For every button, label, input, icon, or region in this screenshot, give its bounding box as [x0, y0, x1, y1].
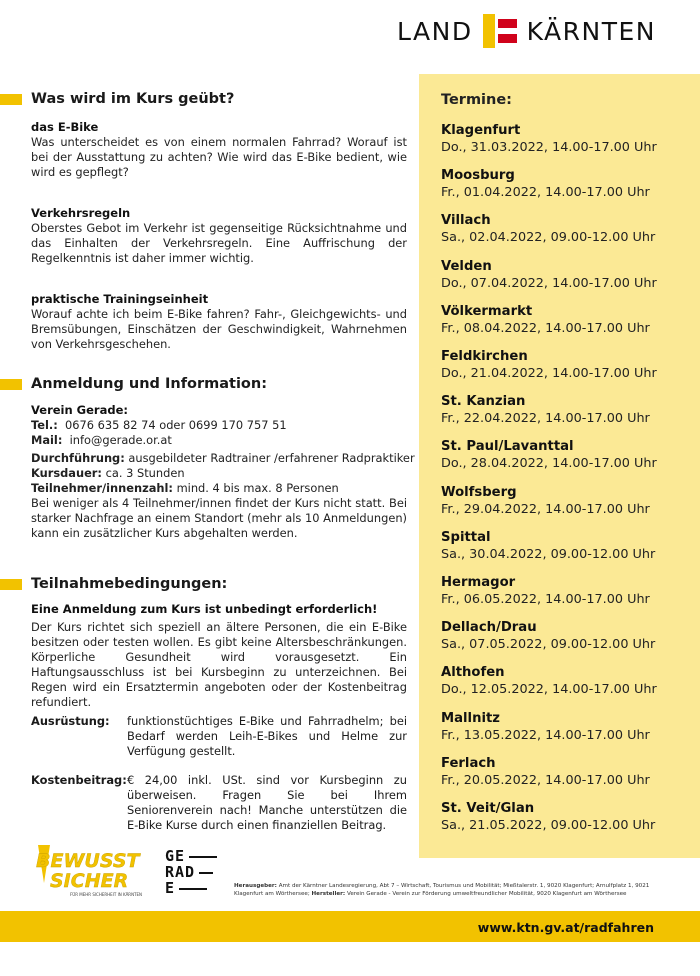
equipment-label: Ausrüstung: [31, 714, 110, 728]
conditions-text: Der Kurs richtet sich speziell an ältere Personen, die ein E-Bike besitzen oder testen wollen. Es gibt keine Altersbeschränkungen. Körperliche Gesundheit wird vorausgesetzt. Ein Haftungsausschluss ist bei Kursbeginn zu unterzeichnen. Bei Regen wird ein Ersatztermin angeboten oder der Kostenbeitrag refundiert. [31, 620, 407, 709]
section-title-conditions: Teilnahmebedingungen: [0, 576, 227, 592]
equipment-value: funktionstüchtiges E-Bike und Fahrradhelm; bei Bedarf werden Leih-E-Bikes und Helme zur Verfügung gestellt. [127, 714, 407, 758]
schedule-date: Sa., 21.05.2022, 09.00-12.00 Uhr [441, 818, 656, 833]
coat-of-arms-icon [483, 14, 517, 48]
schedule-item [441, 574, 691, 608]
website-link[interactable]: www.ktn.gv.at/radfahren [477, 920, 654, 935]
phone-numbers[interactable]: 0676 635 82 74 oder 0699 170 757 51 [65, 418, 287, 432]
schedule-city: St. Paul/Lavanttal [441, 439, 574, 455]
equipment-row [31, 714, 407, 759]
schedule-city: Völkermarkt [441, 303, 533, 319]
schedule-item [441, 258, 691, 292]
schedule-city: Wolfsberg [441, 484, 517, 500]
schedule-date: Fr., 29.04.2022, 14.00-17.00 Uhr [441, 501, 650, 517]
schedule-date: Sa., 30.04.2022, 09.00-12.00 Uhr [441, 546, 656, 562]
schedule-date: Fr., 22.04.2022, 14.00-17.00 Uhr [441, 411, 650, 427]
bewusst-tagline: FÜR MEHR SICHERHEIT IN KÄRNTEN [70, 892, 142, 897]
schedule-item [441, 212, 691, 246]
sicher-text: SICHER [50, 870, 129, 892]
ebike-heading: das E-Bike [31, 120, 99, 134]
conditions-subheading: Eine Anmeldung zum Kurs ist unbedingt erforderlich! [31, 602, 378, 616]
imprint: Herausgeber: Amt der Kärntner Landesregierung, Abt 7 – Wirtschaft, Tourismus und Mobilität; Mießtalerstr. 1, 9020 Klagenfurt; Arnulfplatz 1, 9021 Klagenfurt am Wörthersee; Hersteller: Verein Gerade - Verein zur Förderung umweltfreundlicher Mobilität, 9020 Klagenfurt am Wörthersee [234, 883, 650, 897]
mail-line: Mail: info@gerade.or.at [31, 433, 172, 447]
cost-label: Kostenbeitrag: [31, 773, 127, 787]
schedule-panel [419, 74, 700, 858]
registration-note: Bei weniger als 4 Teilnehmer/innen findet der Kurs nicht statt. Bei starker Nachfrage an einem Standort (mehr als 10 Anmeldungen) kann ein zusätzlicher Kurs abgehalten werden. [31, 496, 407, 540]
schedule-city: Feldkirchen [441, 349, 528, 364]
ebike-block [31, 120, 407, 180]
bewusst-sicher-logo [30, 843, 142, 901]
gerade-logo: GE RAD E [165, 848, 217, 896]
schedule-date: Fr., 06.05.2022, 14.00-17.00 Uhr [441, 592, 650, 607]
schedule-city: Klagenfurt [441, 123, 521, 138]
schedule-item [441, 529, 691, 563]
schedule-date: Do., 28.04.2022, 14.00-17.00 Uhr [441, 456, 657, 472]
schedule-date: Do., 12.05.2022, 14.00-17.00 Uhr [441, 682, 657, 698]
yellow-bar-icon [0, 379, 22, 390]
schedule-city: St. Veit/Glan [441, 801, 535, 816]
cost-value: € 24,00 inkl. USt. sind vor Kursbeginn zu überweisen. Fragen Sie bei Ihrem Seniorenverein nach! Manche unterstützen die E-Bike Kurse durch einen finanziellen Beitrag. [127, 773, 407, 832]
schedule-date: Do., 31.03.2022, 14.00-17.00 Uhr [441, 140, 657, 155]
phone-line: Tel.: 0676 635 82 74 oder 0699 170 757 51 [31, 418, 287, 432]
schedule-city: Ferlach [441, 755, 496, 771]
training-heading: praktische Trainingseinheit [31, 292, 209, 306]
schedule-city: Spittal [441, 529, 491, 545]
schedule-date: Fr., 20.05.2022, 14.00-17.00 Uhr [441, 772, 650, 788]
schedule-date: Do., 07.04.2022, 14.00-17.00 Uhr [441, 275, 657, 291]
schedule-item [441, 664, 691, 698]
training-text: Worauf achte ich beim E-Bike fahren? Fahr-, Gleichgewichts- und Bremsübungen, Einschätzen der Geschwindigkeit, Wahrnehmen von Verkehrsgeschehen. [31, 307, 407, 351]
schedule-date: Fr., 08.04.2022, 14.00-17.00 Uhr [441, 320, 650, 336]
schedule-date: Fr., 13.05.2022, 14.00-17.00 Uhr [441, 727, 650, 743]
rules-text: Oberstes Gebot im Verkehr ist gegenseitige Rücksichtnahme und das Einhalten der Verkehrsregeln. Eine Auffrischung der Regelkenntnis ist daher immer wichtig. [31, 221, 407, 265]
schedule-item [441, 438, 691, 472]
registration-block [31, 403, 415, 541]
schedule-item [441, 167, 691, 201]
schedule-date: Fr., 01.04.2022, 14.00-17.00 Uhr [441, 185, 650, 201]
schedule-item [441, 710, 691, 744]
logo-text-land: LAND [397, 16, 473, 46]
rules-block [31, 206, 407, 266]
conditions-block [31, 602, 407, 710]
schedule-city: Dellach/Drau [441, 620, 537, 636]
logo-text-kaernten: KÄRNTEN [526, 16, 656, 46]
schedule-city: Velden [441, 258, 492, 274]
participants-line: Teilnehmer/innenzahl: mind. 4 bis max. 8 Personen [31, 481, 339, 495]
schedule-city: Mallnitz [441, 710, 500, 726]
footer-bar [0, 911, 700, 942]
rules-heading: Verkehrsregeln [31, 206, 131, 220]
schedule-city: Althofen [441, 665, 505, 681]
schedule-date: Sa., 07.05.2022, 09.00-12.00 Uhr [441, 637, 656, 653]
ebike-text: Was unterscheidet es von einem normalen Fahrrad? Worauf ist bei der Ausstattung zu achten? Wie wird das E-Bike bedient, wie wird es gepflegt? [31, 135, 407, 179]
yellow-bar-icon [0, 94, 22, 105]
schedule-item [441, 800, 691, 834]
duration-line: Kursdauer: ca. 3 Stunden [31, 466, 185, 480]
bewusst-text: BEWUSST [36, 850, 140, 872]
execution-line: Durchführung: ausgebildeter Radtrainer /erfahrener Radpraktiker [31, 451, 415, 465]
schedule-city: Villach [441, 213, 491, 229]
section-title-course: Was wird im Kurs geübt? [0, 91, 234, 107]
training-block [31, 292, 407, 352]
yellow-bar-icon [0, 579, 22, 590]
schedule-city: Hermagor [441, 575, 516, 590]
schedule-city: St. Kanzian [441, 394, 526, 410]
schedule-item [441, 755, 691, 789]
org-name: Verein Gerade: [31, 403, 128, 417]
schedule-item [441, 303, 691, 337]
mail-link[interactable]: info@gerade.or.at [69, 433, 172, 447]
schedule-item [441, 619, 691, 653]
schedule-title: Termine: [441, 92, 512, 108]
section-title-registration: Anmeldung und Information: [0, 376, 267, 392]
schedule-date: Sa., 02.04.2022, 09.00-12.00 Uhr [441, 230, 656, 246]
land-kaernten-logo [397, 14, 656, 48]
schedule-item [441, 122, 691, 156]
schedule-date: Do., 21.04.2022, 14.00-17.00 Uhr [441, 366, 657, 381]
schedule-item [441, 393, 691, 427]
cost-row [31, 773, 407, 833]
schedule-item [441, 348, 691, 382]
schedule-city: Moosburg [441, 168, 515, 184]
schedule-item [441, 484, 691, 518]
